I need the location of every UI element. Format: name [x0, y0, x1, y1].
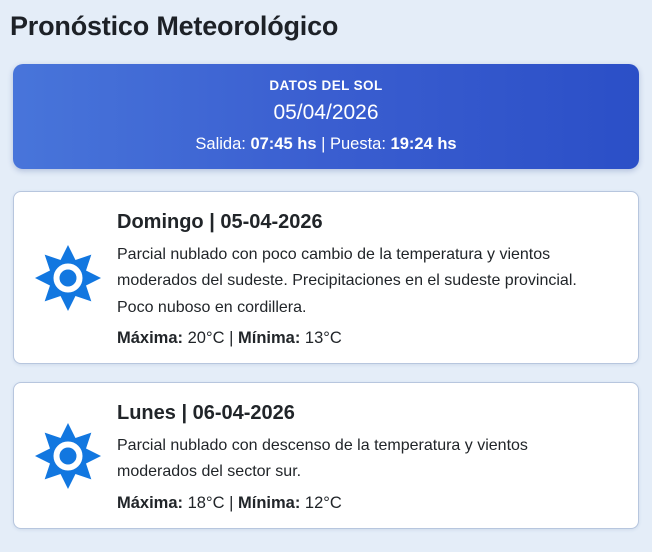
min-temp-label: Mínima: [237, 328, 301, 347]
sunrise-time: 07:45 hs [250, 134, 317, 153]
forecast-card-lunes [13, 382, 639, 529]
page-title: Pronóstico Meteorológico [10, 11, 339, 41]
sun-icon [34, 244, 102, 312]
forecast-card-domingo [13, 191, 639, 364]
pipe-separator: | [229, 493, 234, 512]
min-temp-value: 12°C [304, 493, 342, 512]
forecast-day-title: Domingo | 05-04-2026 [117, 210, 323, 233]
sunset-label: Puesta: [329, 134, 386, 153]
sun-icon [34, 422, 102, 490]
max-temp-label: Máxima: [117, 493, 184, 512]
forecast-description: Parcial nublado con poco cambio de la temperatura y vientos moderados del sudeste. Precipitaciones en el sudeste provincial. Poco nuboso en cordillera. [117, 245, 577, 316]
forecast-card-content [117, 400, 610, 513]
forecast-card-content [117, 209, 610, 348]
sunset-time: 19:24 hs [390, 134, 457, 153]
max-temp-label: Máxima: [117, 328, 184, 347]
sunrise-label: Salida: [195, 134, 246, 153]
min-temp-value: 13°C [304, 328, 342, 347]
forecast-description: Parcial nublado con descenso de la temperatura y vientos moderados del sector sur. [117, 436, 528, 481]
pipe-separator: | [321, 134, 326, 153]
forecast-temps-line [117, 329, 610, 348]
max-temp-value: 18°C [187, 493, 225, 512]
min-temp-label: Mínima: [237, 493, 301, 512]
sun-data-date: 05/04/2026 [273, 100, 379, 124]
sun-data-heading: DATOS DEL SOL [269, 77, 383, 93]
pipe-separator: | [229, 328, 234, 347]
sun-times-line [29, 135, 623, 154]
sun-data-card [13, 64, 639, 169]
max-temp-value: 20°C [187, 328, 225, 347]
forecast-temps-line [117, 494, 610, 513]
forecast-day-title: Lunes | 06-04-2026 [117, 401, 295, 424]
